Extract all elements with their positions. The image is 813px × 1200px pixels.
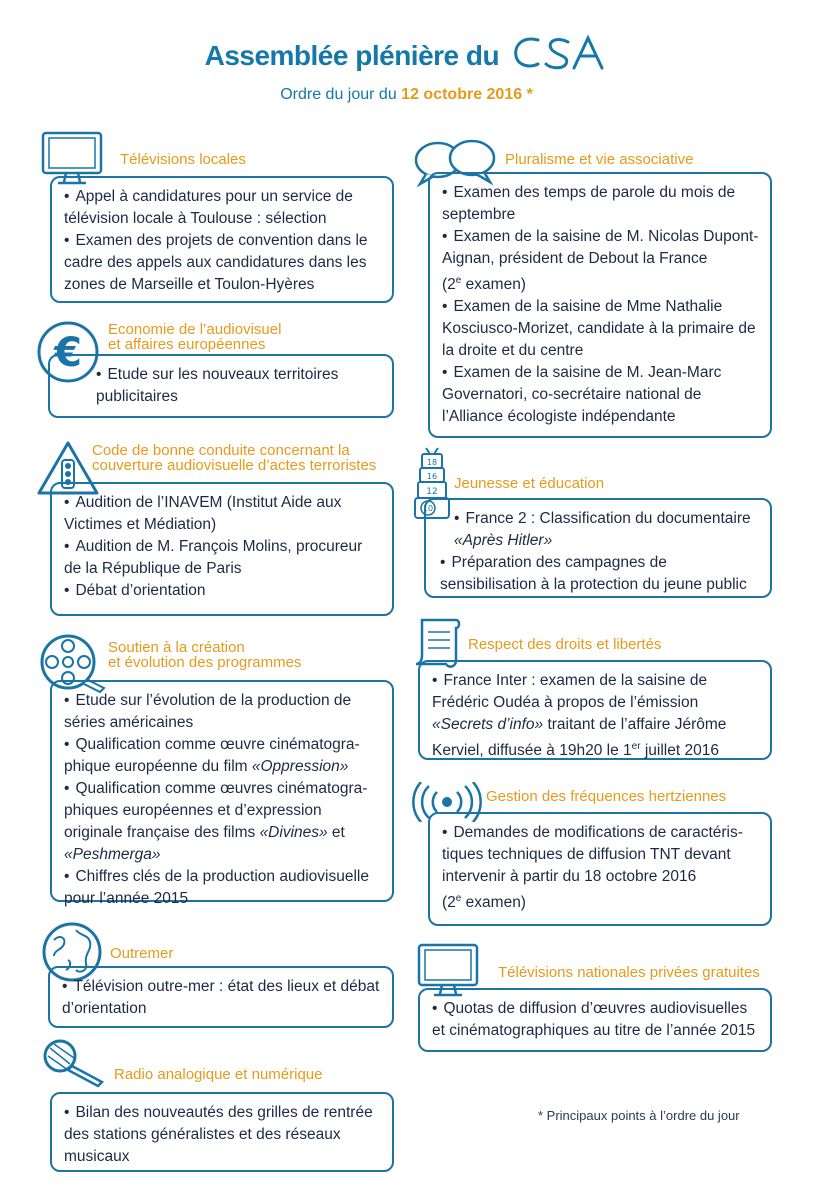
section-title-economie-2: et affaires européennes [108, 336, 266, 353]
list-item: • Examen des temps de parole du mois de septembre [442, 182, 760, 226]
list-item: • Débat d’orientation [64, 580, 382, 602]
title-text: Assemblée plénière du [204, 39, 500, 71]
subtitle-prefix: Ordre du jour du [280, 86, 397, 103]
list-item: • France Inter : examen de la saisine de Frédéric Oudéa à propos de l’émission «Secrets d’info» traitant de l’affaire Jérôme Kerviel, diffusée à 19h20 le 1er juillet 2016 [432, 670, 760, 762]
list-item: • Qualification comme œuvres cinématogra-phiques européennes et d’expression originale française des films «Divines» et «Peshmerga» [64, 778, 382, 866]
page-title [0, 34, 813, 81]
code-box [50, 482, 394, 616]
list-item: • France 2 : Classification du documentaire «Après Hitler» [440, 508, 760, 552]
jeunesse-box [424, 498, 772, 598]
soutien-box [50, 680, 394, 907]
section-title-radio: Radio analogique et numérique [114, 1066, 323, 1083]
radio-box [50, 1092, 394, 1172]
section-title-jeunesse: Jeunesse et éducation [454, 475, 605, 492]
csa-logo [512, 34, 608, 81]
list-item: • Télévision outre-mer : état des lieux et débat d’orientation [62, 976, 382, 1020]
list-item: • Quotas de diffusion d’œuvres audiovisuelles et cinématographiques au titre de l’année 2015 [432, 998, 760, 1042]
section-title-pluralisme: Pluralisme et vie associative [505, 151, 694, 168]
list-item: • Examen de la saisine de Mme Nathalie Kosciusco-Morizet, candidate à la primaire de la droite et du centre [442, 296, 760, 362]
section-title-tv-locales: Télévisions locales [120, 151, 246, 168]
list-item: • Qualification comme œuvre cinématogra-phique européenne du film «Oppression» [64, 734, 382, 778]
svg-text:12: 12 [426, 487, 438, 497]
list-item: • Etude sur les nouveaux territoires publicitaires [96, 364, 382, 408]
tv-locales-box [50, 176, 394, 303]
pluralisme-box [428, 172, 772, 438]
list-item: • Appel à candidatures pour un service de télévision locale à Toulouse : sélection [64, 186, 382, 230]
list-item: • Audition de M. François Molins, procureur de la République de Paris [64, 536, 382, 580]
section-title-respect: Respect des droits et libertés [468, 636, 662, 653]
list-item: • Bilan des nouveautés des grilles de rentrée des stations généralistes et des réseaux musicaux [64, 1102, 382, 1168]
list-item: • Examen de la saisine de M. Jean-Marc Governatori, co-secrétaire national de l’Alliance écologiste indépendante [442, 362, 760, 428]
economie-box [48, 354, 394, 418]
svg-text:10: 10 [422, 504, 434, 513]
list-item: • Demandes de modifications de caractéris-tiques techniques de diffusion TNT devant intervenir à partir du 18 octobre 2016 (2e examen) [442, 822, 760, 914]
tv-nationales-box [418, 988, 772, 1052]
agenda-date: 12 octobre 2016 * [401, 86, 533, 103]
list-item: • Audition de l’INAVEM (Institut Aide aux Victimes et Médiation) [64, 492, 382, 536]
section-title-soutien-1: Soutien à la création [108, 639, 245, 656]
outremer-box [48, 966, 394, 1028]
section-title-soutien-2: et évolution des programmes [108, 654, 302, 671]
section-title-economie-1: Economie de l’audiovisuel [108, 321, 282, 338]
section-title-code-2: couverture audiovisuelle d’actes terroristes [92, 457, 377, 474]
svg-text:€: € [54, 330, 82, 376]
list-item: • Préparation des campagnes de sensibilisation à la protection du jeune public [440, 552, 760, 596]
list-item: • Chiffres clés de la production audiovisuelle pour l’année 2015 [64, 866, 382, 910]
list-item: • Etude sur l’évolution de la production de séries américaines [64, 690, 382, 734]
frequences-box [428, 812, 772, 926]
footnote: * Principaux points à l’ordre du jour [538, 1108, 740, 1123]
list-item: • Examen des projets de convention dans le cadre des appels aux candidatures dans les zones de Marseille et Toulon-Hyères [64, 230, 382, 296]
svg-text:16: 16 [426, 472, 438, 481]
section-title-frequences: Gestion des fréquences hertziennes [486, 788, 727, 805]
section-title-outremer: Outremer [110, 945, 174, 962]
respect-box [418, 660, 772, 760]
list-item: • Examen de la saisine de M. Nicolas Dupont-Aignan, président de Debout la France (2e examen) [442, 226, 760, 296]
section-title-code-1: Code de bonne conduite concernant la [92, 442, 350, 459]
microphone-icon [40, 1038, 110, 1088]
agenda-subtitle [0, 86, 813, 104]
svg-text:18: 18 [426, 458, 438, 467]
section-title-tv-nationales: Télévisions nationales privées gratuites [498, 964, 760, 981]
